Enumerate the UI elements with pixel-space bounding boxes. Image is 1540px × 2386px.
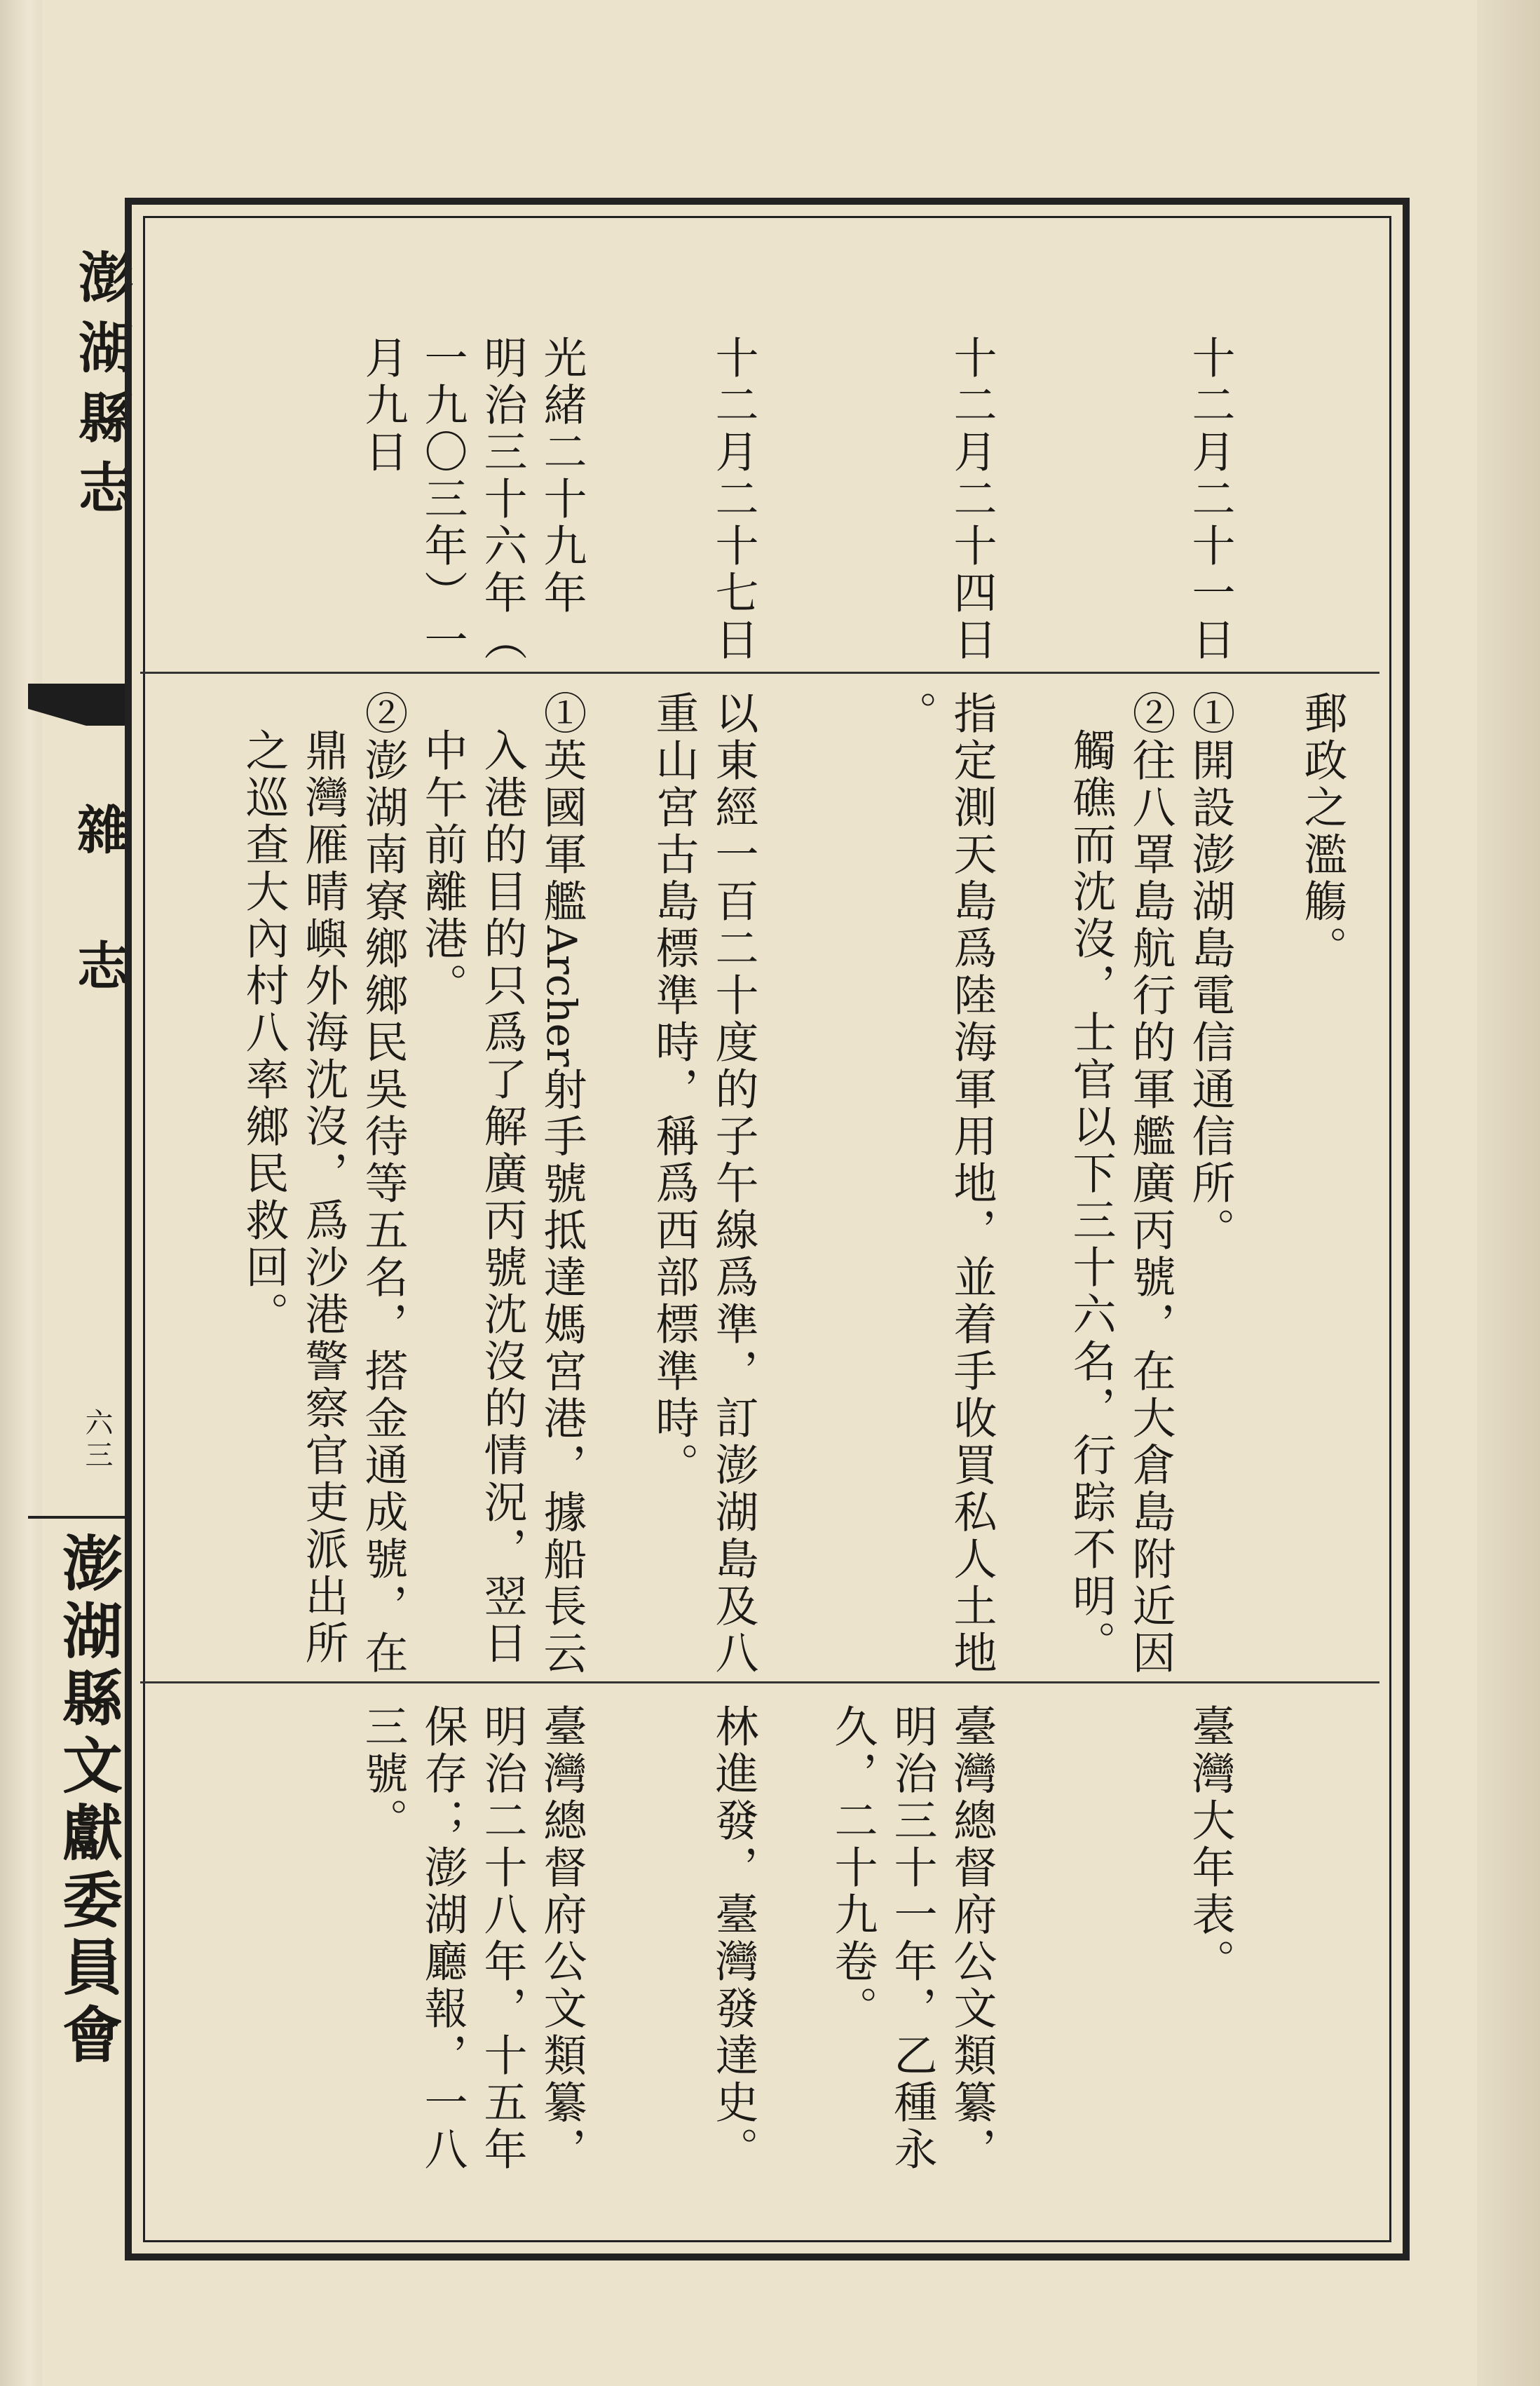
running-title: 澎湖縣志 <box>69 249 133 529</box>
event-line: 之巡查大內村八率鄉民救回。 <box>238 728 289 1338</box>
margin-tab-mark <box>28 684 125 726</box>
event-line: 觸礁而沈沒，士官以下三十六名，行踪不明。 <box>1065 728 1117 1667</box>
event-line: 入港的目的只爲了解廣丙號沈沒的情況，翌日 <box>477 728 528 1667</box>
page-number: 六三 <box>81 1408 113 1472</box>
ship-name-latin: Archer <box>538 926 585 1067</box>
event-text: ①英國軍艦 <box>536 691 587 926</box>
source-line: 保存；澎湖廳報，一八 <box>417 1704 468 2174</box>
section-title: 雜志 <box>69 803 129 1075</box>
date-cell: 十二月二十一日 <box>1185 335 1236 664</box>
source-line: 臺灣大年表。 <box>1185 1704 1236 1986</box>
source-line: 明治三十一年，乙種永 <box>887 1704 938 2174</box>
event-line: 以東經一百二十度的子午線爲準，訂澎湖島及八 <box>708 691 759 1677</box>
event-text: 射手號抵達媽宮港，據船長云 <box>536 1066 587 1678</box>
source-line: 林進發，臺灣發達史。 <box>708 1704 759 2174</box>
date-column-divider <box>140 672 1379 674</box>
event-note: 郵政之濫觴。 <box>1297 691 1348 972</box>
date-cell: 十二月二十七日 <box>708 335 759 664</box>
source-line: 明治二十八年，十五年 <box>477 1704 528 2174</box>
binding-gutter <box>1477 0 1540 2386</box>
date-line: 月九日 <box>357 335 409 476</box>
event-line: ②往八罩島航行的軍艦廣丙號，在大倉島附近因 <box>1125 691 1176 1677</box>
source-line: 久，二十九卷。 <box>827 1704 878 2033</box>
event-line: 指定測天島爲陸海軍用地，並着手收買私人土地 <box>946 691 997 1677</box>
date-line: 光緒二十九年 <box>536 335 587 617</box>
event-line <box>536 691 587 1678</box>
event-line: ②澎湖南寮鄉鄉民吳待等五名，搭金通成號，在 <box>357 691 409 1677</box>
event-line: 中午前離港。 <box>417 728 468 1010</box>
date-cell: 十二月二十四日 <box>946 335 997 664</box>
date-line: 一九〇三年）一 <box>417 335 468 664</box>
publisher-name: 澎湖縣文獻委員會 <box>52 1532 123 2070</box>
source-line: 臺灣總督府公文類纂， <box>946 1704 997 2174</box>
event-line: 重山宮古島標準時，稱爲西部標準時。 <box>648 691 700 1489</box>
date-line: 明治三十六年（ <box>477 335 528 664</box>
event-line: ①開設澎湖島電信通信所。 <box>1185 691 1236 1254</box>
library-stamp <box>0 1062 41 1399</box>
source-column-divider <box>140 1681 1379 1683</box>
event-line: 。 <box>887 691 938 738</box>
event-line: 鼎灣雁晴嶼外海沈沒，爲沙港警察官吏派出所 <box>298 728 349 1667</box>
source-line: 臺灣總督府公文類纂， <box>536 1704 587 2174</box>
margin-divider <box>28 1516 125 1519</box>
source-line: 三號。 <box>357 1704 409 1845</box>
